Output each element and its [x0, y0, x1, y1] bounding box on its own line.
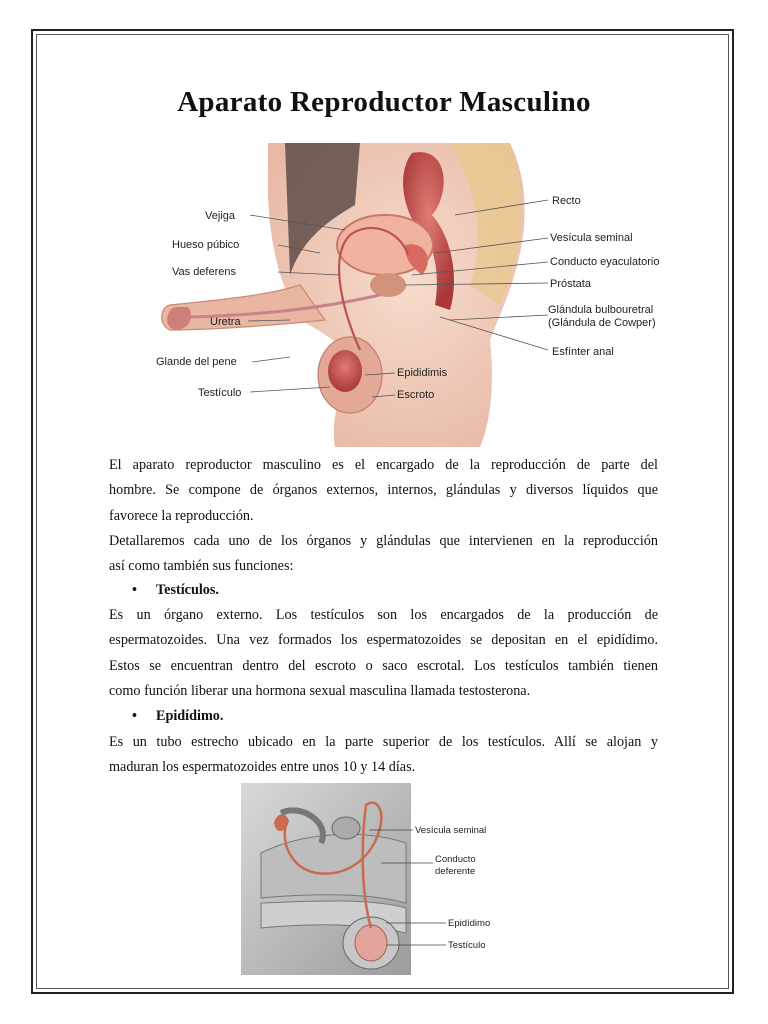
- anatomy-diagram: [150, 135, 680, 450]
- bullet-icon: •: [132, 582, 137, 598]
- text-line: como función liberar una hormona sexual masculina llamada testosterona.: [109, 682, 531, 699]
- label-escroto: Escroto: [397, 389, 435, 401]
- paragraph-epididimo: [109, 730, 658, 781]
- label2-conducto: Conducto: [435, 854, 476, 865]
- label2-deferente: deferente: [435, 866, 476, 877]
- epididymis-diagram: [241, 783, 520, 975]
- label-glandula-cowper: (Glándula de Cowper): [548, 317, 656, 329]
- text-line: maduran los espermatozoides entre unos 10 y 14 días.: [109, 759, 416, 776]
- label-esfinter-anal: Esfínter anal: [552, 346, 614, 358]
- label-epididimis: Epididimis: [397, 367, 448, 379]
- label2-vesicula-seminal: Vesícula seminal: [415, 825, 487, 836]
- text-line: hombre. Se compone de órganos externos, internos, glándulas y diversos líquidos que: [109, 482, 658, 499]
- label-uretra: Uretra: [210, 316, 241, 328]
- label2-testiculo: Testículo: [448, 940, 486, 951]
- label-testiculo: Testículo: [198, 387, 242, 399]
- label-recto: Recto: [552, 195, 581, 207]
- text-line: favorece la reproducción.: [109, 507, 254, 524]
- bullet-icon: •: [132, 708, 137, 724]
- text-line: Es un órgano externo. Los testículos son los encargados de la producción de: [109, 607, 658, 623]
- label-vas-deferens: Vas deferens: [172, 266, 237, 278]
- label-vesicula-seminal: Vesícula seminal: [550, 232, 633, 244]
- text-line: Estos se encuentran dentro del escroto o saco escrotal. Los testículos también tienen: [109, 657, 658, 674]
- text-line: espermatozoides. Una vez formados los espermatozoides se depositan en el epidídimo.: [109, 632, 658, 649]
- bullet-epididimo: [132, 704, 223, 729]
- page-title: Aparato Reproductor Masculino: [177, 86, 591, 118]
- paragraph-testiculos: [109, 603, 658, 704]
- text-line: Es un tubo estrecho ubicado en la parte superior de los testículos. Allí se alojan y: [109, 734, 658, 750]
- text-line: El aparato reproductor masculino es el encargado de la reproducción de parte del: [109, 457, 658, 473]
- bullet-heading: Epidídimo.: [156, 708, 224, 724]
- text-line: así como también sus funciones:: [109, 558, 294, 575]
- text-line: Detallaremos cada uno de los órganos y glándulas que intervienen en la reproducción: [109, 533, 658, 549]
- label-prostata: Próstata: [550, 278, 591, 290]
- label-glandula-bulbouretral: Glándula bulbouretral: [548, 304, 654, 316]
- paragraph-intro: [109, 453, 658, 529]
- paragraph-detail: [109, 529, 658, 580]
- label-hueso-pubico: Hueso púbico: [172, 239, 240, 251]
- label-conducto-eyaculatorio: Conducto eyaculatorio: [550, 256, 660, 268]
- label-vejiga: Vejiga: [205, 210, 235, 222]
- bullet-testiculos: [132, 578, 219, 603]
- label2-epididimo: Epidídimo: [448, 918, 491, 929]
- bullet-heading: Testículos.: [156, 582, 219, 598]
- label-glande: Glande del pene: [156, 356, 237, 368]
